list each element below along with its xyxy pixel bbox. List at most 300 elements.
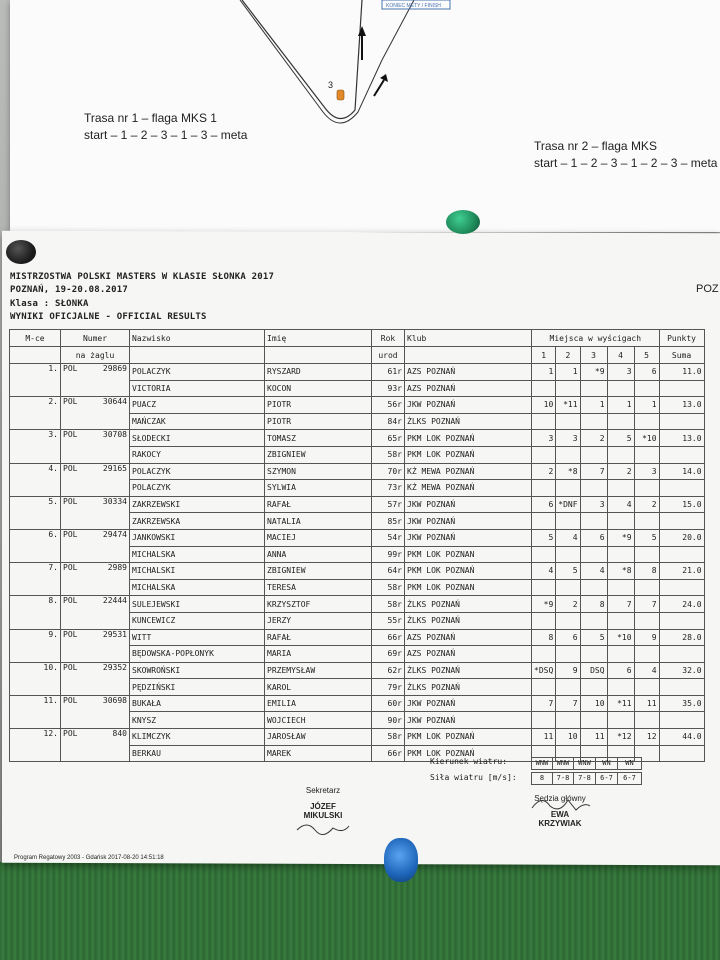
table-row: [10, 563, 705, 580]
race-4-cell: *10: [607, 629, 634, 646]
official-results-heading: WYNIKI OFICJALNE - OFFICIAL RESULTS: [10, 312, 207, 322]
race-5-cell: [634, 679, 659, 696]
first-name-cell: TERESA: [265, 579, 372, 596]
club-cell: JKW POZNAŃ: [405, 712, 532, 729]
country-cell: POL: [61, 529, 89, 562]
race-4-cell: 7: [607, 596, 634, 613]
col-surname: Nazwisko: [130, 330, 265, 347]
total-cell: 24.0: [659, 596, 704, 613]
table-row: [10, 529, 705, 546]
first-name-cell: KAROL: [265, 679, 372, 696]
race-1-cell: [532, 612, 556, 629]
total-cell: 32.0: [659, 662, 704, 679]
birth-year-cell: 84r: [372, 413, 405, 430]
secretary-signature: [293, 820, 353, 836]
club-cell: PKM LOK POZNAŃ: [405, 446, 532, 463]
race-3-cell: 8: [580, 596, 607, 613]
race-1-cell: 2: [532, 463, 556, 480]
total-cell: [659, 712, 704, 729]
race-2-cell: [556, 646, 580, 663]
wind-direction-1: WNW: [531, 757, 553, 770]
race-5-cell: [634, 612, 659, 629]
sail-number-cell: 2989: [88, 563, 130, 596]
course-1-title: Trasa nr 1 – flaga MKS 1: [84, 111, 217, 125]
first-name-cell: RYSZARD: [265, 364, 372, 381]
sail-number-cell: 30698: [88, 695, 130, 728]
race-3-cell: 1: [580, 397, 607, 414]
country-cell: POL: [61, 729, 89, 762]
course-2-label: [534, 138, 717, 172]
race-2-cell: 1: [556, 364, 580, 381]
place-cell: 6.: [10, 529, 61, 562]
table-row: [10, 364, 705, 381]
race-1-cell: [532, 646, 556, 663]
total-cell: [659, 612, 704, 629]
race-3-cell: 2: [580, 430, 607, 447]
col-birth-year-sub: urod: [372, 347, 405, 364]
race-3-cell: [580, 546, 607, 563]
col-birth-year: Rok: [372, 330, 405, 347]
country-cell: POL: [61, 364, 89, 397]
col-sail-number: Numer: [61, 330, 130, 347]
birth-year-cell: 62r: [372, 662, 405, 679]
club-cell: ŻLKS POZNAŃ: [405, 679, 532, 696]
country-cell: POL: [61, 430, 89, 463]
race-3-cell: 10: [580, 695, 607, 712]
race-2-cell: [556, 413, 580, 430]
race-2-cell: *DNF: [556, 496, 580, 513]
race-3-cell: 11: [580, 729, 607, 746]
race-4-cell: *12: [607, 729, 634, 746]
surname-cell: PĘDZIŃSKI: [130, 679, 265, 696]
race-4-cell: *8: [607, 563, 634, 580]
race-2-cell: 2: [556, 596, 580, 613]
race-1-cell: 10: [532, 397, 556, 414]
course-2-sequence: start – 1 – 2 – 3 – 1 – 2 – 3 – meta: [534, 156, 718, 170]
birth-year-cell: 58r: [372, 446, 405, 463]
birth-year-cell: 69r: [372, 646, 405, 663]
total-cell: [659, 480, 704, 497]
total-cell: 11.0: [659, 364, 704, 381]
race-1-cell: 5: [532, 529, 556, 546]
table-row: [10, 662, 705, 679]
col-place: M-ce: [10, 330, 61, 347]
country-cell: POL: [61, 629, 89, 662]
race-4-cell: [607, 679, 634, 696]
total-cell: [659, 446, 704, 463]
surname-cell: BĘDOWSKA-POPŁONYK: [130, 646, 265, 663]
race-1-cell: [532, 480, 556, 497]
first-name-cell: PRZEMYSŁAW: [265, 662, 372, 679]
table-row: [10, 729, 705, 746]
sail-number-cell: 29474: [88, 529, 130, 562]
race-3-cell: [580, 446, 607, 463]
birth-year-cell: 65r: [372, 430, 405, 447]
race-4-cell: [607, 579, 634, 596]
race-5-cell: [634, 646, 659, 663]
race-5-cell: 7: [634, 596, 659, 613]
race-2-cell: [556, 480, 580, 497]
col-total-sub: Suma: [659, 347, 704, 364]
race-5-cell: 2: [634, 496, 659, 513]
race-1-cell: 3: [532, 430, 556, 447]
wind-direction-2: WNW: [552, 757, 574, 770]
total-cell: 15.0: [659, 496, 704, 513]
place-cell: 8.: [10, 596, 61, 629]
surname-cell: POLACZYK: [130, 480, 265, 497]
race-2-cell: *11: [556, 397, 580, 414]
race-5-cell: [634, 446, 659, 463]
wind-direction-3: WNW: [573, 757, 596, 770]
race-4-cell: [607, 513, 634, 530]
club-cell: AZS POZNAŃ: [405, 646, 532, 663]
sail-number-cell: 29531: [88, 629, 130, 662]
race-1-cell: [532, 679, 556, 696]
first-name-cell: ANNA: [265, 546, 372, 563]
total-cell: 13.0: [659, 430, 704, 447]
total-cell: 20.0: [659, 529, 704, 546]
club-cell: JKW POZNAŃ: [405, 695, 532, 712]
surname-cell: MAŃCZAK: [130, 413, 265, 430]
first-name-cell: NATALIA: [265, 513, 372, 530]
race-3-cell: [580, 480, 607, 497]
race-5-cell: 8: [634, 563, 659, 580]
place-date: POZNAŃ, 19-20.08.2017: [10, 285, 128, 295]
country-cell: POL: [61, 463, 89, 496]
surname-cell: SŁODECKI: [130, 430, 265, 447]
surname-cell: POLACZYK: [130, 463, 265, 480]
race-4-cell: 4: [607, 496, 634, 513]
total-cell: 44.0: [659, 729, 704, 746]
birth-year-cell: 56r: [372, 397, 405, 414]
club-cell: ŻLKS POZNAŃ: [405, 662, 532, 679]
place-cell: 10.: [10, 662, 61, 695]
race-3-cell: DSQ: [580, 662, 607, 679]
place-cell: 3.: [10, 430, 61, 463]
country-cell: POL: [61, 596, 89, 629]
secretary-signature-block: [288, 786, 358, 838]
race-2-cell: [556, 546, 580, 563]
judge-title: Sędzia główny: [534, 794, 586, 803]
wind-force-2: 7-8: [552, 772, 574, 785]
wind-force-1: 8: [531, 772, 553, 785]
race-5-cell: 5: [634, 529, 659, 546]
race-3-cell: 4: [580, 563, 607, 580]
race-3-cell: 7: [580, 463, 607, 480]
birth-year-cell: 85r: [372, 513, 405, 530]
surname-cell: KNYSZ: [130, 712, 265, 729]
edge-text: POZ: [696, 283, 719, 295]
race-3-cell: *9: [580, 364, 607, 381]
first-name-cell: MARIA: [265, 646, 372, 663]
birth-year-cell: 57r: [372, 496, 405, 513]
first-name-cell: WOJCIECH: [265, 712, 372, 729]
race-4-cell: [607, 413, 634, 430]
table-row: [10, 596, 705, 613]
race-2-cell: [556, 380, 580, 397]
first-name-cell: ZBIGNIEW: [265, 563, 372, 580]
race-3-cell: [580, 579, 607, 596]
club-cell: KŻ MEWA POZNAŃ: [405, 463, 532, 480]
race-2-cell: [556, 712, 580, 729]
place-cell: 9.: [10, 629, 61, 662]
race-5-cell: [634, 546, 659, 563]
birth-year-cell: 55r: [372, 612, 405, 629]
club-cell: ŻLKS POZNAŃ: [405, 612, 532, 629]
course-2-title: Trasa nr 2 – flaga MKS: [534, 139, 657, 153]
country-cell: POL: [61, 563, 89, 596]
race-2-cell: [556, 679, 580, 696]
race-5-cell: [634, 380, 659, 397]
judge-surname: KRZYWIAK: [538, 819, 582, 828]
first-name-cell: RAFAŁ: [265, 496, 372, 513]
country-cell: POL: [61, 397, 89, 430]
total-cell: 35.0: [659, 695, 704, 712]
race-4-cell: 6: [607, 662, 634, 679]
total-cell: 21.0: [659, 563, 704, 580]
race-3-cell: 5: [580, 629, 607, 646]
secretary-first-name: JÓZEF: [310, 802, 336, 811]
finish-flag-label: KONIEC METY / FINISH: [386, 3, 441, 9]
birth-year-cell: 64r: [372, 563, 405, 580]
table-row: [10, 695, 705, 712]
race-3-cell: [580, 380, 607, 397]
surname-cell: SKOWROŃSKI: [130, 662, 265, 679]
place-cell: 5.: [10, 496, 61, 529]
sail-number-cell: 29352: [88, 662, 130, 695]
surname-cell: WITT: [130, 629, 265, 646]
race-4-cell: [607, 546, 634, 563]
wind-force-5: 6-7: [617, 772, 642, 785]
surname-cell: ZAKRZEWSKA: [130, 513, 265, 530]
race-2-cell: 3: [556, 430, 580, 447]
club-cell: JKW POZNAŃ: [405, 496, 532, 513]
race-4-header: 4: [607, 347, 634, 364]
sail-number-cell: 30644: [88, 397, 130, 430]
total-cell: [659, 546, 704, 563]
course-1-sequence: start – 1 – 2 – 3 – 1 – 3 – meta: [84, 128, 248, 142]
race-4-cell: [607, 612, 634, 629]
total-cell: 14.0: [659, 463, 704, 480]
first-name-cell: MAREK: [265, 745, 372, 762]
first-name-cell: SZYMON: [265, 463, 372, 480]
race-1-cell: *9: [532, 596, 556, 613]
sail-number-cell: 30334: [88, 496, 130, 529]
race-3-header: 3: [580, 347, 607, 364]
birth-year-cell: 90r: [372, 712, 405, 729]
race-5-cell: 11: [634, 695, 659, 712]
sail-number-cell: 29165: [88, 463, 130, 496]
race-2-cell: *8: [556, 463, 580, 480]
surname-cell: ZAKRZEWSKI: [130, 496, 265, 513]
col-first-name: Imię: [265, 330, 372, 347]
race-5-cell: [634, 712, 659, 729]
race-5-cell: 3: [634, 463, 659, 480]
race-4-cell: 5: [607, 430, 634, 447]
total-cell: [659, 745, 704, 762]
surname-cell: PUACZ: [130, 397, 265, 414]
program-footer: Program Regatowy 2003 - Gdańsk 2017-08-20 14:51:18: [14, 855, 164, 861]
total-cell: [659, 380, 704, 397]
total-cell: [659, 679, 704, 696]
race-4-cell: 1: [607, 397, 634, 414]
club-cell: ŻLKS POZNAŃ: [405, 596, 532, 613]
artificial-turf: [0, 862, 720, 960]
birth-year-cell: 66r: [372, 629, 405, 646]
club-cell: JKW POZNAŃ: [405, 529, 532, 546]
race-1-cell: [532, 380, 556, 397]
total-cell: [659, 579, 704, 596]
birth-year-cell: 99r: [372, 546, 405, 563]
race-5-header: 5: [634, 347, 659, 364]
surname-cell: POLACZYK: [130, 364, 265, 381]
race-1-cell: [532, 579, 556, 596]
race-1-cell: 11: [532, 729, 556, 746]
race-4-cell: [607, 480, 634, 497]
race-5-cell: [634, 513, 659, 530]
race-4-cell: [607, 380, 634, 397]
table-subheader-row: [10, 347, 705, 364]
club-cell: JKW POZNAŃ: [405, 397, 532, 414]
first-name-cell: KRZYSZTOF: [265, 596, 372, 613]
birth-year-cell: 61r: [372, 364, 405, 381]
club-cell: PKM LOK POZNAŃ: [405, 745, 532, 762]
total-cell: [659, 413, 704, 430]
race-5-cell: [634, 480, 659, 497]
club-cell: PKM LOK POZNAŃ: [405, 729, 532, 746]
judge-first-name: EWA: [550, 810, 570, 819]
birth-year-cell: 73r: [372, 480, 405, 497]
surname-cell: MICHALSKI: [130, 563, 265, 580]
birth-year-cell: 60r: [372, 695, 405, 712]
race-1-cell: 7: [532, 695, 556, 712]
race-5-cell: 1: [634, 397, 659, 414]
surname-cell: MICHALSKA: [130, 546, 265, 563]
birth-year-cell: 58r: [372, 729, 405, 746]
race-3-cell: 3: [580, 496, 607, 513]
race-4-cell: 3: [607, 364, 634, 381]
race-3-cell: [580, 513, 607, 530]
surname-cell: KUNCEWICZ: [130, 612, 265, 629]
country-cell: POL: [61, 662, 89, 695]
race-3-cell: [580, 679, 607, 696]
surname-cell: VICTORIA: [130, 380, 265, 397]
total-cell: 13.0: [659, 397, 704, 414]
wind-force-3: 7-8: [573, 772, 596, 785]
wind-direction-label: Kierunek wiatru:: [430, 757, 508, 766]
black-pushpin: [6, 240, 36, 264]
race-3-cell: 6: [580, 529, 607, 546]
total-cell: 28.0: [659, 629, 704, 646]
race-1-cell: 4: [532, 563, 556, 580]
championship-title: MISTRZOSTWA POLSKI MASTERS W KLASIE SŁONKA 2017: [10, 272, 275, 282]
sail-number-cell: 840: [88, 729, 130, 762]
mark-number: 3: [328, 80, 334, 90]
race-5-cell: 12: [634, 729, 659, 746]
club-cell: AZS POZNAŃ: [405, 629, 532, 646]
wind-direction-4: WN: [595, 757, 618, 770]
birth-year-cell: 79r: [372, 679, 405, 696]
race-4-cell: *11: [607, 695, 634, 712]
judge-signature-block: [522, 794, 598, 828]
table-header-row: [10, 330, 705, 347]
first-name-cell: EMILIA: [265, 695, 372, 712]
surname-cell: BUKAŁA: [130, 695, 265, 712]
wind-force-4: 6-7: [595, 772, 618, 785]
col-sail-number-sub: na żaglu: [61, 347, 130, 364]
first-name-cell: PIOTR: [265, 397, 372, 414]
place-cell: 12.: [10, 729, 61, 762]
col-club: Klub: [405, 330, 532, 347]
sail-number-cell: 22444: [88, 596, 130, 629]
race-1-cell: 8: [532, 629, 556, 646]
birth-year-cell: 58r: [372, 596, 405, 613]
course-map-sheet: [10, 0, 720, 232]
place-cell: 7.: [10, 563, 61, 596]
race-4-cell: *9: [607, 529, 634, 546]
race-1-cell: *DSQ: [532, 662, 556, 679]
place-cell: 4.: [10, 463, 61, 496]
sail-number-cell: 30708: [88, 430, 130, 463]
race-5-cell: 9: [634, 629, 659, 646]
race-3-cell: [580, 612, 607, 629]
col-points: Punkty: [659, 330, 704, 347]
surname-cell: MICHALSKA: [130, 579, 265, 596]
first-name-cell: PIOTR: [265, 413, 372, 430]
race-1-cell: [532, 712, 556, 729]
race-2-cell: 5: [556, 563, 580, 580]
sail-number-cell: 29869: [88, 364, 130, 397]
birth-year-cell: 70r: [372, 463, 405, 480]
boat-class: Klasa : SŁONKA: [10, 299, 89, 309]
race-1-cell: [532, 413, 556, 430]
total-cell: [659, 646, 704, 663]
race-1-cell: [532, 446, 556, 463]
race-2-cell: 9: [556, 662, 580, 679]
surname-cell: BERKAU: [130, 745, 265, 762]
first-name-cell: ZBIGNIEW: [265, 446, 372, 463]
race-4-cell: [607, 712, 634, 729]
first-name-cell: MACIEJ: [265, 529, 372, 546]
secretary-title: Sekretarz: [305, 786, 341, 795]
race-5-cell: 6: [634, 364, 659, 381]
secretary-surname: MIKULSKI: [303, 811, 343, 820]
surname-cell: JANKOWSKI: [130, 529, 265, 546]
col-race-places: Miejsca w wyścigach: [532, 330, 660, 347]
wind-force-label: Siła wiatru [m/s]:: [430, 773, 517, 782]
club-cell: PKM LOK POZNAŃ: [405, 430, 532, 447]
race-5-cell: 4: [634, 662, 659, 679]
race-5-cell: [634, 413, 659, 430]
race-1-cell: [532, 513, 556, 530]
surname-cell: KLIMCZYK: [130, 729, 265, 746]
place-cell: 2.: [10, 397, 61, 430]
race-5-cell: [634, 579, 659, 596]
race-4-cell: [607, 446, 634, 463]
surname-cell: SULEJEWSKI: [130, 596, 265, 613]
birth-year-cell: 93r: [372, 380, 405, 397]
place-cell: 1.: [10, 364, 61, 397]
race-2-cell: [556, 612, 580, 629]
club-cell: KŻ MEWA POZNAŃ: [405, 480, 532, 497]
club-cell: ŻLKS POZNAŃ: [405, 413, 532, 430]
surname-cell: RAKOCY: [130, 446, 265, 463]
first-name-cell: KOCON: [265, 380, 372, 397]
first-name-cell: TOMASZ: [265, 430, 372, 447]
race-1-cell: 1: [532, 364, 556, 381]
club-cell: JKW POZNAŃ: [405, 513, 532, 530]
race-3-cell: [580, 413, 607, 430]
